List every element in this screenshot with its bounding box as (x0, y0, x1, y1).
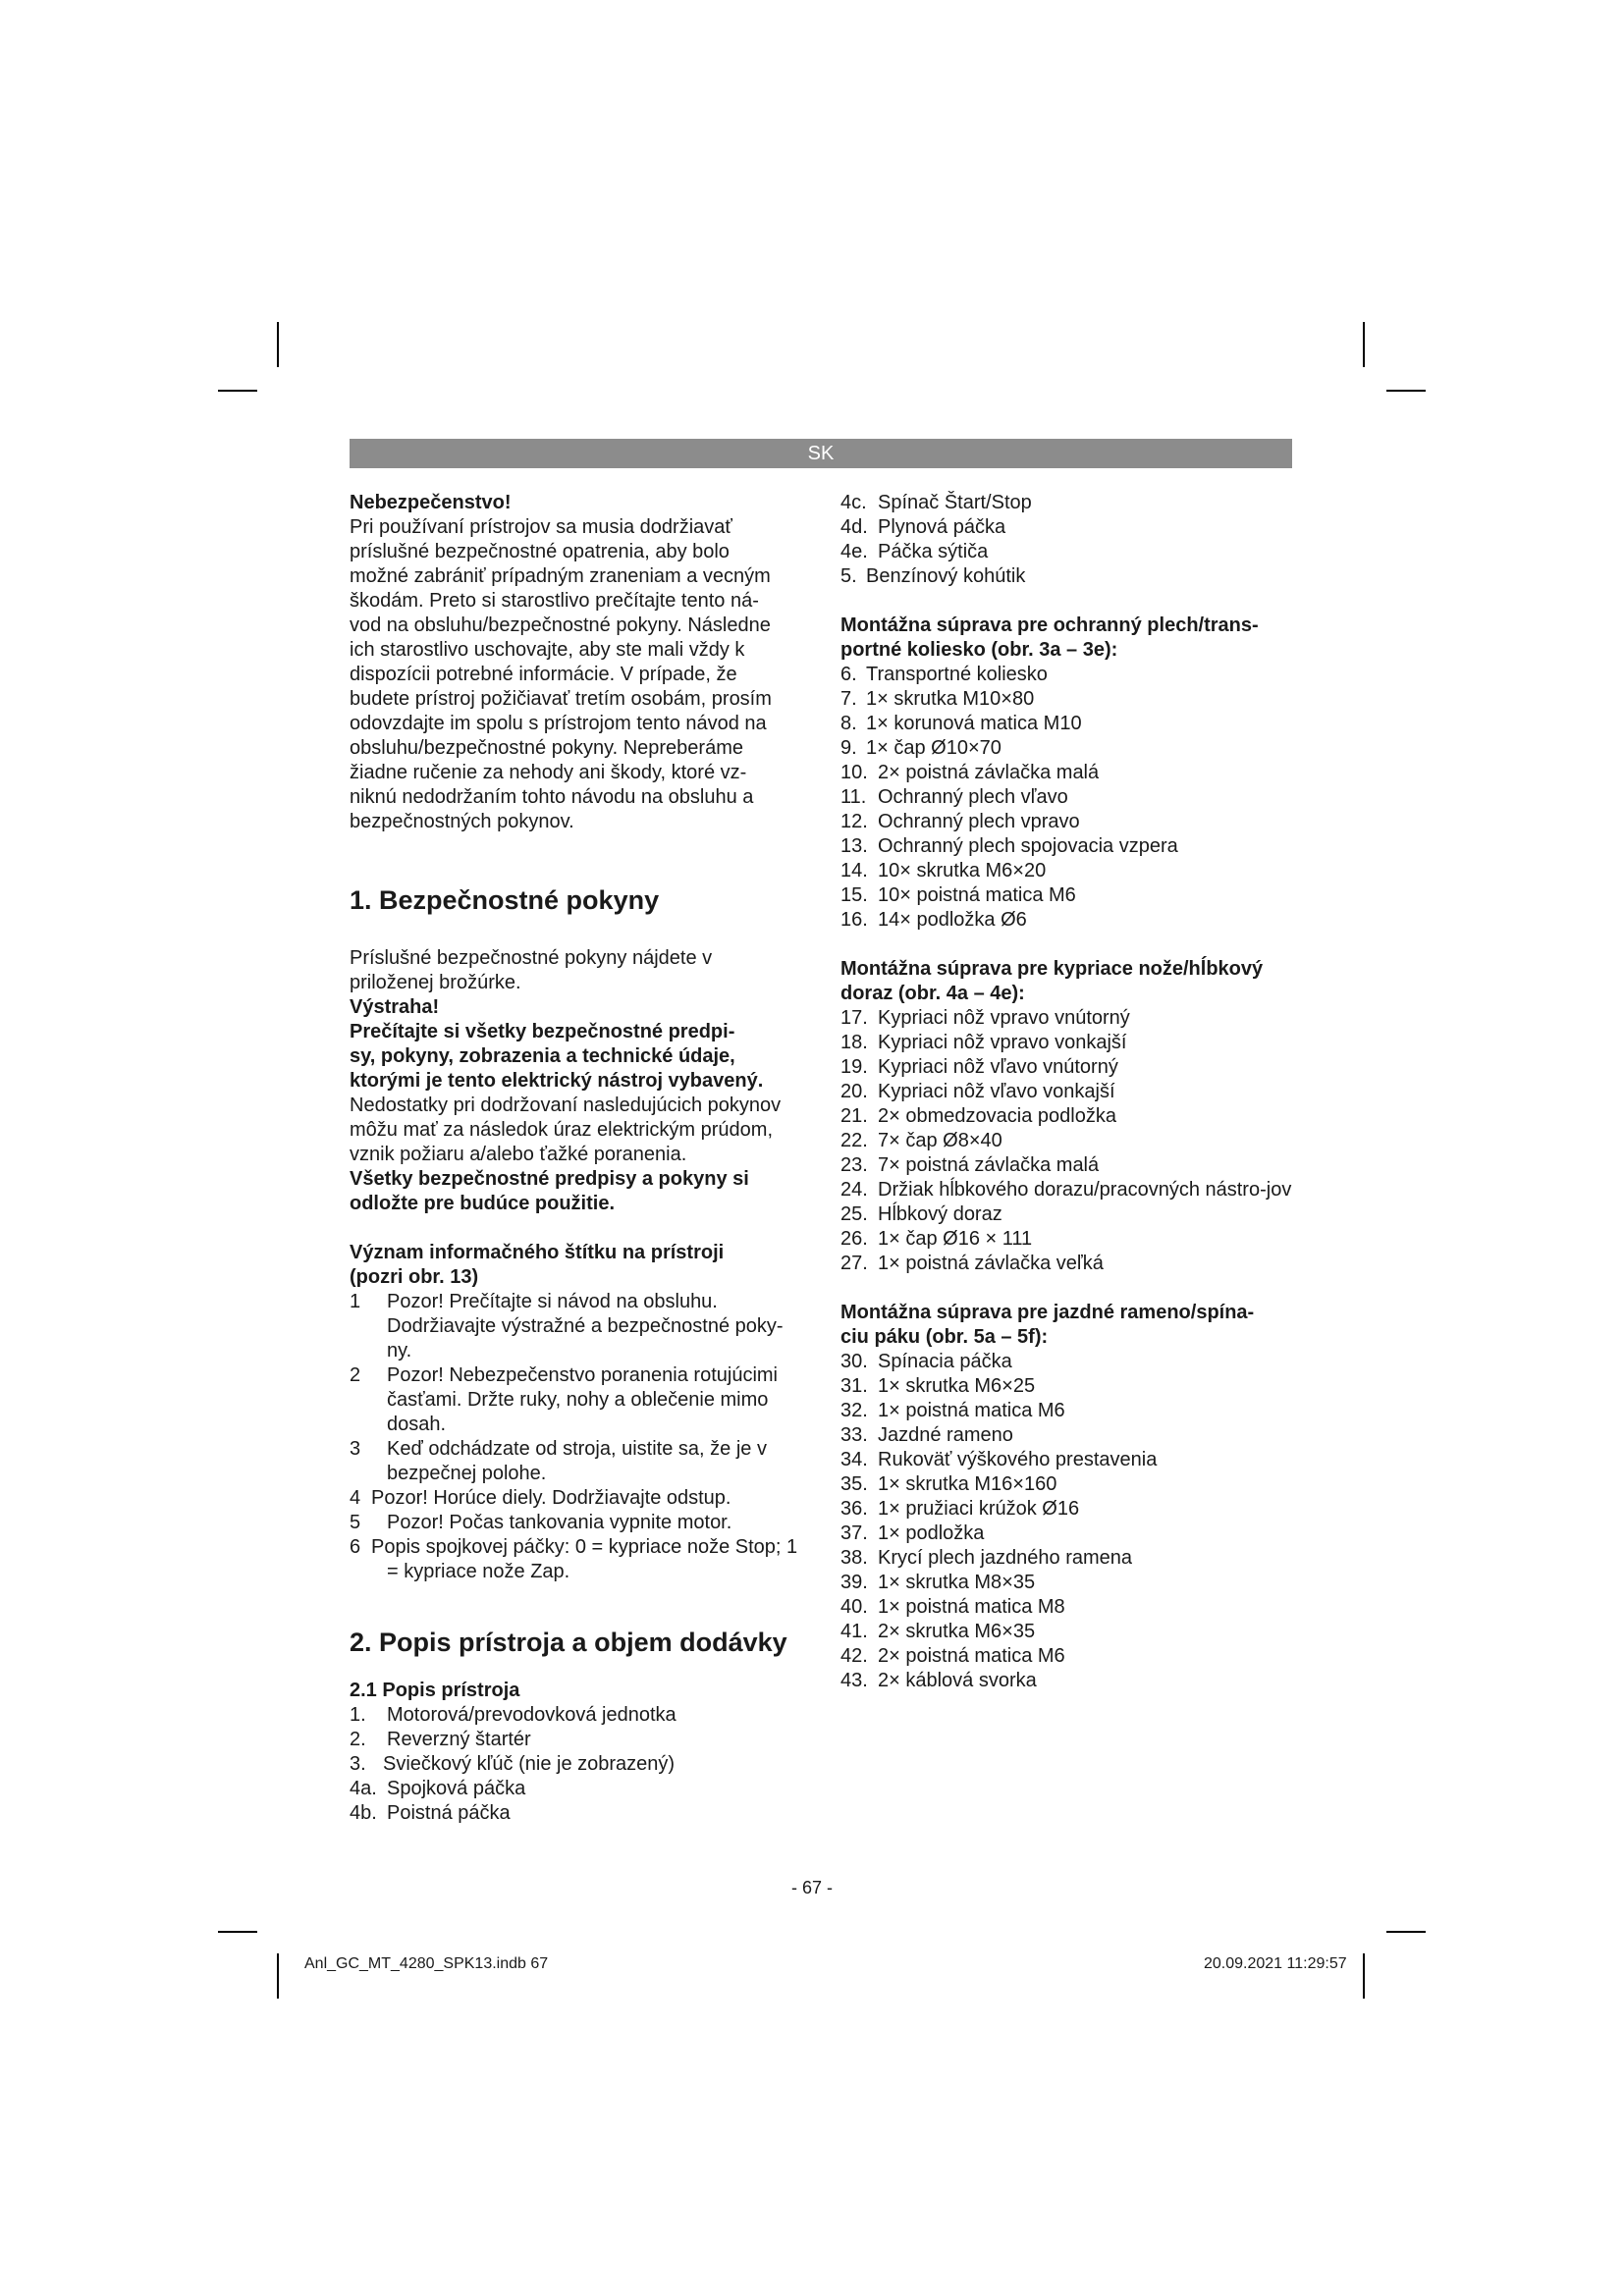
text-line: príslušné bezpečnostné opatrenia, aby bolo (350, 541, 730, 562)
list-number: 8. (840, 713, 857, 734)
list-text: Pozor! Počas tankovania vypnite motor. (387, 1512, 732, 1533)
list-item (840, 1080, 1292, 1104)
label-meaning-heading (350, 1241, 806, 1290)
text-line: (pozri obr. 13) (350, 1266, 479, 1288)
list-text: Pozor! Prečítajte si návod na obsluhu. Dodržiavajte výstražné a bezpečnostné poky-ny. (387, 1291, 784, 1362)
list-item (350, 1535, 806, 1584)
list-item (840, 1055, 1292, 1080)
list-number: 2 (350, 1364, 361, 1386)
list-text: 1× skrutka M6×25 (878, 1375, 1036, 1397)
list-text: Kypriaci nôž vpravo vonkajší (878, 1032, 1127, 1053)
list-item (350, 1801, 806, 1826)
list-number: 27. (840, 1253, 868, 1274)
warning-title: Výstraha! (350, 996, 440, 1018)
list-item (840, 1006, 1292, 1031)
list-item (840, 736, 1292, 761)
list-number: 20. (840, 1081, 868, 1102)
list-text: 1× skrutka M16×160 (878, 1473, 1057, 1495)
text-line: Montážna súprava pre jazdné rameno/spína- (840, 1302, 1255, 1323)
text-line: možné zabrániť prípadným zraneniam a vecným (350, 565, 771, 587)
list-number: 3. (350, 1753, 366, 1775)
list-item (840, 1472, 1292, 1497)
list-text: 1× poistná matica M6 (878, 1400, 1065, 1421)
list-text: Kypriaci nôž vľavo vnútorný (878, 1056, 1118, 1078)
list-number: 21. (840, 1105, 868, 1127)
list-text: 1× korunová matica M10 (866, 713, 1082, 734)
section-1-intro (350, 946, 806, 995)
list-item (350, 1486, 806, 1511)
list-number: 16. (840, 909, 868, 931)
crop-mark (277, 322, 279, 367)
list-item (840, 1350, 1292, 1374)
text-line: priloženej brožúrke. (350, 972, 521, 993)
list-text: Rukoväť výškového prestavenia (878, 1449, 1158, 1470)
list-item (840, 785, 1292, 810)
list-text: 1× čap Ø10×70 (866, 737, 1001, 759)
list-text: 1× podložka (878, 1522, 985, 1544)
list-text: 1× čap Ø16 × 111 (878, 1228, 1033, 1250)
list-item (840, 1620, 1292, 1644)
list-number: 14. (840, 860, 868, 881)
list-item (840, 491, 1292, 515)
list-number: 22. (840, 1130, 868, 1151)
list-item (840, 1031, 1292, 1055)
text-line: odložte pre budúce použitie. (350, 1193, 615, 1214)
left-column (350, 491, 806, 1826)
list-item (840, 1571, 1292, 1595)
list-item (840, 1423, 1292, 1448)
list-text: Pozor! Horúce diely. Dodržiavajte odstup. (371, 1487, 731, 1509)
footer-timestamp: 20.09.2021 11:29:57 (1204, 1955, 1347, 1972)
crop-mark (1363, 1953, 1365, 1999)
list-text: 2× obmedzovacia podložka (878, 1105, 1116, 1127)
list-item (840, 1644, 1292, 1669)
list-text: 2× káblová svorka (878, 1670, 1037, 1691)
text-line: Montážna súprava pre kypriace nože/hĺbkový (840, 958, 1264, 980)
list-item (840, 1497, 1292, 1522)
list-item (840, 1153, 1292, 1178)
list-item (840, 1522, 1292, 1546)
text-line: Príslušné bezpečnostné pokyny nájdete v (350, 947, 713, 969)
right-column (840, 491, 1292, 1693)
list-item (840, 1129, 1292, 1153)
list-item (840, 810, 1292, 834)
crop-mark (1363, 322, 1365, 367)
list-number: 32. (840, 1400, 868, 1421)
text-line: niknú nedodržaním tohto návodu na obsluhu a (350, 786, 754, 808)
list-item (350, 1728, 806, 1752)
list-number: 15. (840, 884, 868, 906)
list-number: 7. (840, 688, 857, 710)
list-number: 11. (840, 786, 867, 808)
list-item (350, 1752, 806, 1777)
list-text: Hĺbkový doraz (878, 1203, 1002, 1225)
list-text: Ochranný plech vľavo (878, 786, 1068, 808)
list-number: 13. (840, 835, 868, 857)
list-number: 6. (840, 664, 857, 685)
list-number: 24. (840, 1179, 868, 1201)
list-number: 18. (840, 1032, 868, 1053)
text-line: ktorými je tento elektrický nástroj vybavený. (350, 1070, 764, 1092)
list-text: 2× skrutka M6×35 (878, 1621, 1036, 1642)
crop-mark (218, 390, 257, 392)
device-description-list-continued (840, 491, 1292, 589)
list-text: Pozor! Nebezpečenstvo poranenia rotujúcimi časťami. Držte ruky, nohy a oblečenie mimo dosah. (387, 1364, 778, 1435)
kit-5-heading (840, 1301, 1292, 1350)
list-number: 4a. (350, 1778, 377, 1799)
list-text: 10× poistná matica M6 (878, 884, 1076, 906)
list-text: Benzínový kohútik (866, 565, 1026, 587)
text-line: bezpečnostných pokynov. (350, 811, 574, 832)
list-item (840, 1227, 1292, 1252)
list-text: Sviečkový kľúč (nie je zobrazený) (383, 1753, 676, 1775)
list-item (840, 1252, 1292, 1276)
list-number: 4c. (840, 492, 867, 513)
list-text: Krycí plech jazdného ramena (878, 1547, 1133, 1569)
list-text: Spojková páčka (387, 1778, 526, 1799)
text-line: vznik požiaru a/alebo ťažké poranenia. (350, 1144, 687, 1165)
list-number: 40. (840, 1596, 868, 1618)
text-line: Prečítajte si všetky bezpečnostné predpi- (350, 1021, 735, 1042)
list-number: 31. (840, 1375, 868, 1397)
list-number: 37. (840, 1522, 868, 1544)
list-number: 6 (350, 1536, 361, 1558)
list-item (840, 1202, 1292, 1227)
list-number: 38. (840, 1547, 868, 1569)
text-line: odovzdajte im spolu s prístrojom tento návod na (350, 713, 767, 734)
list-item (840, 859, 1292, 883)
list-text: Popis spojkovej páčky: 0 = kypriace nože Stop; 1 = kypriace nože Zap. (371, 1536, 798, 1582)
list-number: 9. (840, 737, 857, 759)
list-number: 1 (350, 1291, 361, 1312)
list-number: 5. (840, 565, 857, 587)
text-line: portné koliesko (obr. 3a – 3e): (840, 639, 1118, 661)
list-text: Plynová páčka (878, 516, 1006, 538)
list-number: 17. (840, 1007, 868, 1029)
text-line: žiadne ručenie za nehody ani škody, ktoré vz- (350, 762, 747, 783)
list-text: Ochranný plech vpravo (878, 811, 1080, 832)
list-text: 7× poistná závlačka malá (878, 1154, 1100, 1176)
list-number: 39. (840, 1572, 868, 1593)
list-number: 35. (840, 1473, 868, 1495)
keep-instructions-text (350, 1167, 806, 1216)
label-items-list (350, 1290, 806, 1584)
list-number: 2. (350, 1729, 366, 1750)
text-line: ich starostlivo uschovajte, aby ste mali vždy k (350, 639, 745, 661)
list-item (840, 1595, 1292, 1620)
list-number: 25. (840, 1203, 868, 1225)
list-item (350, 1437, 806, 1486)
list-text: 1× skrutka M8×35 (878, 1572, 1036, 1593)
list-number: 30. (840, 1351, 868, 1372)
list-text: Kypriaci nôž vpravo vnútorný (878, 1007, 1130, 1029)
danger-title: Nebezpečenstvo! (350, 492, 512, 513)
list-item (840, 908, 1292, 933)
list-item (840, 564, 1292, 589)
text-line: vod na obsluhu/bezpečnostné pokyny. Následne (350, 614, 771, 636)
list-text: 10× skrutka M6×20 (878, 860, 1047, 881)
list-number: 3 (350, 1438, 361, 1460)
list-text: 1× poistná závlačka veľká (878, 1253, 1104, 1274)
list-item (840, 1104, 1292, 1129)
list-text: Reverzný štartér (387, 1729, 531, 1750)
list-text: 14× podložka Ø6 (878, 909, 1027, 931)
list-number: 4 (350, 1487, 361, 1509)
list-text: 2× poistná matica M6 (878, 1645, 1065, 1667)
list-text: Kypriaci nôž vľavo vonkajší (878, 1081, 1115, 1102)
kit-3-list (840, 663, 1292, 933)
list-item (840, 515, 1292, 540)
text-line: sy, pokyny, zobrazenia a technické údaje, (350, 1045, 735, 1067)
section-1-heading: 1. Bezpečnostné pokyny (350, 885, 660, 915)
list-number: 1. (350, 1704, 366, 1726)
crop-mark (1386, 1931, 1426, 1933)
list-text: 1× poistná matica M8 (878, 1596, 1065, 1618)
list-number: 4e. (840, 541, 868, 562)
list-text: Páčka sýtiča (878, 541, 989, 562)
list-item (840, 1178, 1292, 1202)
list-text: Poistná páčka (387, 1802, 511, 1824)
section-2-1-heading: 2.1 Popis prístroja (350, 1680, 520, 1701)
list-item (350, 1363, 806, 1437)
list-item (350, 1777, 806, 1801)
list-text: 2× poistná závlačka malá (878, 762, 1100, 783)
list-number: 42. (840, 1645, 868, 1667)
list-item (840, 1669, 1292, 1693)
list-item (350, 1290, 806, 1363)
list-number: 10. (840, 762, 868, 783)
text-line: Nedostatky pri dodržovaní nasledujúcich pokynov (350, 1095, 782, 1116)
text-line: budete prístroj požičiavať tretím osobám, prosím (350, 688, 772, 710)
list-text: Spínacia páčka (878, 1351, 1012, 1372)
list-number: 4b. (350, 1802, 377, 1824)
list-text: 1× skrutka M10×80 (866, 688, 1035, 710)
list-item (840, 540, 1292, 564)
language-header-bar (350, 439, 1292, 468)
device-description-list (350, 1703, 806, 1826)
text-line: Montážna súprava pre ochranný plech/trans- (840, 614, 1259, 636)
list-number: 26. (840, 1228, 868, 1250)
list-item (840, 687, 1292, 712)
text-line: Význam informačného štítku na prístroji (350, 1242, 725, 1263)
list-text: Motorová/prevodovková jednotka (387, 1704, 677, 1726)
crop-mark (1386, 390, 1426, 392)
kit-4-heading (840, 957, 1292, 1006)
list-number: 36. (840, 1498, 868, 1520)
page-number: - 67 - (790, 1878, 833, 1897)
list-number: 5 (350, 1512, 361, 1533)
list-item (840, 663, 1292, 687)
list-text: Transportné koliesko (866, 664, 1048, 685)
list-text: Ochranný plech spojovacia vzpera (878, 835, 1178, 857)
list-item (840, 1374, 1292, 1399)
list-item (840, 1546, 1292, 1571)
list-item (840, 834, 1292, 859)
warning-normal-text (350, 1094, 806, 1167)
crop-mark (218, 1931, 257, 1933)
danger-paragraph (350, 515, 806, 834)
crop-mark (277, 1953, 279, 1999)
list-number: 33. (840, 1424, 868, 1446)
text-line: Pri používaní prístrojov sa musia dodržiavať (350, 516, 732, 538)
list-item (840, 1399, 1292, 1423)
list-item (840, 712, 1292, 736)
language-code: SK (807, 443, 835, 464)
list-text: 1× pružiaci krúžok Ø16 (878, 1498, 1080, 1520)
list-number: 34. (840, 1449, 868, 1470)
text-line: Všetky bezpečnostné predpisy a pokyny si (350, 1168, 749, 1190)
list-number: 23. (840, 1154, 868, 1176)
list-text: 7× čap Ø8×40 (878, 1130, 1002, 1151)
text-line: dispozícii potrebné informácie. V prípade, že (350, 664, 737, 685)
kit-3-heading (840, 614, 1292, 663)
text-line: škodám. Preto si starostlivo prečítajte tento ná- (350, 590, 759, 612)
list-number: 4d. (840, 516, 868, 538)
kit-5-list (840, 1350, 1292, 1693)
list-text: Spínač Štart/Stop (878, 492, 1032, 513)
text-line: obsluhu/bezpečnostné pokyny. Nepreberáme (350, 737, 743, 759)
list-text: Jazdné rameno (878, 1424, 1013, 1446)
list-text: Keď odchádzate od stroja, uistite sa, že je v bezpečnej polohe. (387, 1438, 767, 1484)
text-line: môžu mať za následok úraz elektrickým prúdom, (350, 1119, 773, 1141)
list-text: Držiak hĺbkového dorazu/pracovných nástro-jov (878, 1179, 1292, 1201)
list-number: 43. (840, 1670, 868, 1691)
list-item (350, 1511, 806, 1535)
list-item (840, 883, 1292, 908)
section-2-heading: 2. Popis prístroja a objem dodávky (350, 1628, 787, 1657)
list-item (840, 761, 1292, 785)
text-line: doraz (obr. 4a – 4e): (840, 983, 1025, 1004)
warning-bold-text (350, 1020, 806, 1094)
list-item (350, 1703, 806, 1728)
list-number: 41. (840, 1621, 868, 1642)
list-number: 19. (840, 1056, 868, 1078)
list-item (840, 1448, 1292, 1472)
kit-4-list (840, 1006, 1292, 1276)
footer-file-name: Anl_GC_MT_4280_SPK13.indb 67 (304, 1955, 549, 1972)
list-number: 12. (840, 811, 868, 832)
text-line: ciu páku (obr. 5a – 5f): (840, 1326, 1049, 1348)
